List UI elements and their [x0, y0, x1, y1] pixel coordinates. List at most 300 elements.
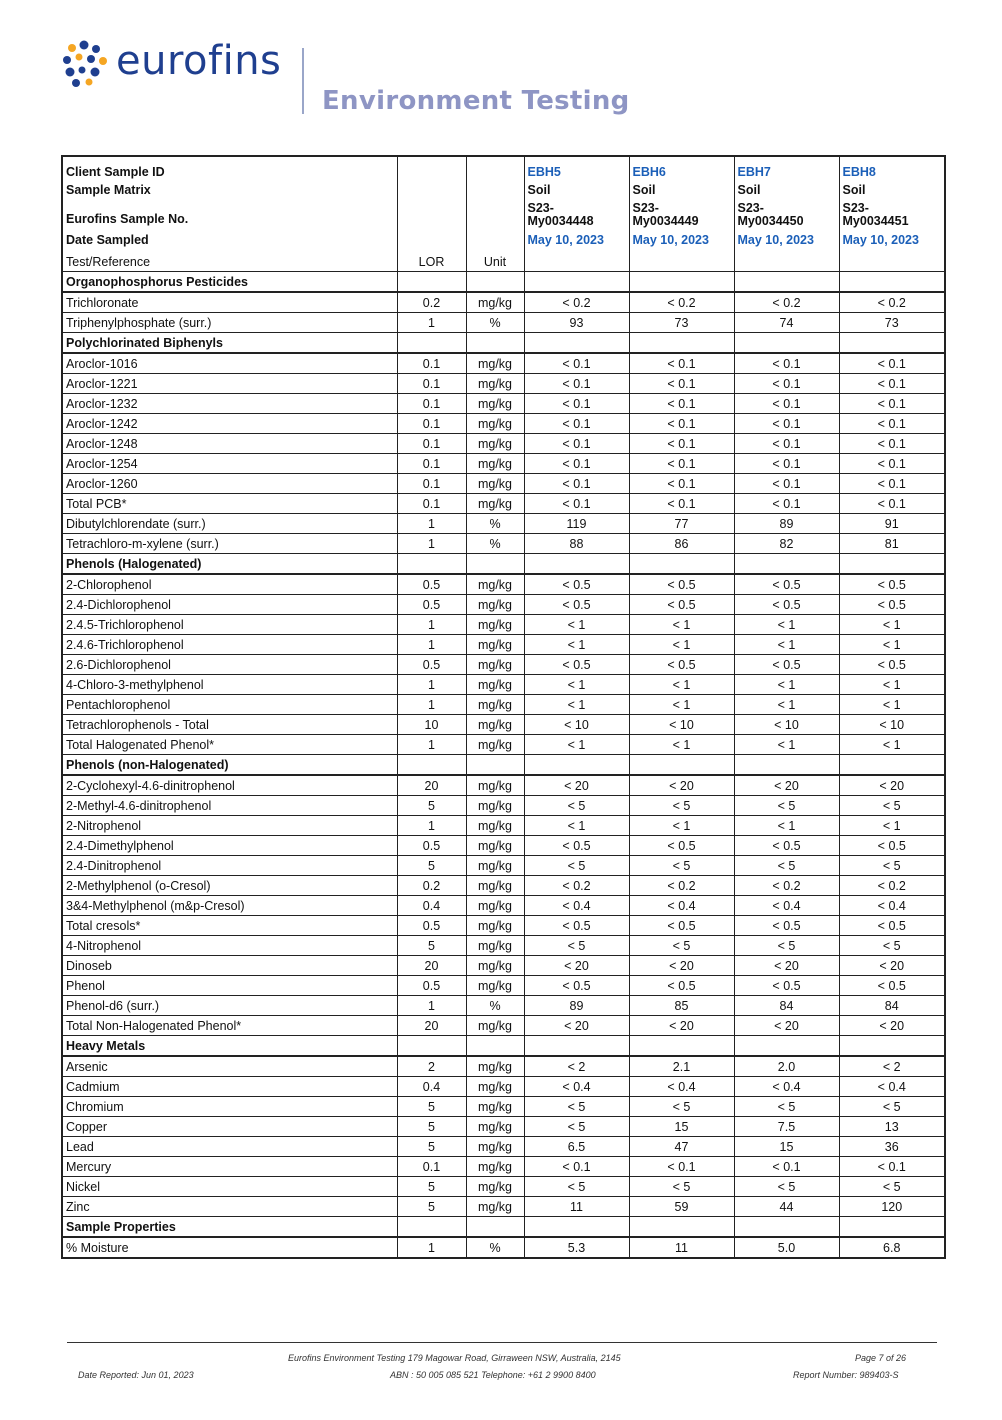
- result-value: < 1: [839, 816, 945, 836]
- analyte-name: Aroclor-1248: [62, 434, 397, 454]
- analyte-name: Dibutylchlorendate (surr.): [62, 514, 397, 534]
- lor-value: 0.5: [397, 595, 466, 615]
- result-value: < 0.1: [839, 374, 945, 394]
- section-blank-cell: [629, 1036, 734, 1057]
- result-value: 59: [629, 1197, 734, 1217]
- unit-value: mg/kg: [466, 976, 524, 996]
- analyte-name: 2.4-Dimethylphenol: [62, 836, 397, 856]
- result-value: < 1: [629, 615, 734, 635]
- unit-value: mg/kg: [466, 1097, 524, 1117]
- result-value: < 0.5: [524, 916, 629, 936]
- results-table: [61, 155, 946, 1259]
- unit-value: mg/kg: [466, 796, 524, 816]
- analyte-name: 3&4-Methylphenol (m&p-Cresol): [62, 896, 397, 916]
- analyte-name: Phenol-d6 (surr.): [62, 996, 397, 1016]
- result-value: 15: [629, 1117, 734, 1137]
- unit-value: mg/kg: [466, 956, 524, 976]
- lor-value: 1: [397, 1237, 466, 1258]
- lor-value: 1: [397, 615, 466, 635]
- result-value: < 0.5: [629, 595, 734, 615]
- unit-value: %: [466, 1237, 524, 1258]
- result-value: < 0.5: [524, 976, 629, 996]
- section-header-row: [62, 1036, 945, 1057]
- unit-value: %: [466, 996, 524, 1016]
- section-blank-cell: [466, 554, 524, 575]
- result-value: < 5: [524, 856, 629, 876]
- analyte-name: 2.4.6-Trichlorophenol: [62, 635, 397, 655]
- analyte-name: Chromium: [62, 1097, 397, 1117]
- table-row: [62, 1237, 945, 1258]
- unit-value: %: [466, 313, 524, 333]
- result-value: < 0.5: [734, 976, 839, 996]
- sample-matrix: Soil: [839, 181, 945, 199]
- unit-value: mg/kg: [466, 635, 524, 655]
- result-value: < 0.2: [629, 876, 734, 896]
- unit-value: mg/kg: [466, 454, 524, 474]
- result-value: < 0.1: [734, 454, 839, 474]
- section-blank-cell: [466, 755, 524, 776]
- result-value: < 0.1: [629, 1157, 734, 1177]
- result-value: < 20: [629, 775, 734, 796]
- unit-value: %: [466, 534, 524, 554]
- result-value: < 10: [839, 715, 945, 735]
- table-row: [62, 615, 945, 635]
- lor-value: 5: [397, 936, 466, 956]
- section-blank-cell: [397, 272, 466, 293]
- unit-value: %: [466, 514, 524, 534]
- result-value: 5.3: [524, 1237, 629, 1258]
- result-value: < 10: [524, 715, 629, 735]
- result-value: < 5: [629, 856, 734, 876]
- section-blank-cell: [397, 1036, 466, 1057]
- result-value: < 1: [734, 675, 839, 695]
- result-value: < 0.1: [629, 374, 734, 394]
- result-value: < 1: [524, 635, 629, 655]
- result-value: < 20: [524, 775, 629, 796]
- result-value: < 10: [734, 715, 839, 735]
- unit-value: mg/kg: [466, 414, 524, 434]
- section-title: Phenols (Halogenated): [62, 554, 397, 575]
- table-row: [62, 675, 945, 695]
- result-value: < 1: [839, 735, 945, 755]
- result-value: < 0.1: [734, 434, 839, 454]
- lor-value: 0.1: [397, 394, 466, 414]
- lor-value: 1: [397, 635, 466, 655]
- lor-value: 1: [397, 816, 466, 836]
- result-value: < 5: [524, 1177, 629, 1197]
- result-value: < 1: [839, 675, 945, 695]
- section-blank-cell: [734, 333, 839, 354]
- unit-value: mg/kg: [466, 655, 524, 675]
- footer-abn: ABN : 50 005 085 521 Telephone: +61 2 9900 8400: [390, 1370, 596, 1380]
- result-value: 7.5: [734, 1117, 839, 1137]
- result-value: 47: [629, 1137, 734, 1157]
- header-row-sample-id: [62, 156, 945, 181]
- result-value: < 0.5: [629, 574, 734, 595]
- lor-value: 5: [397, 1097, 466, 1117]
- result-value: < 0.1: [839, 434, 945, 454]
- unit-value: mg/kg: [466, 1016, 524, 1036]
- result-value: 6.8: [839, 1237, 945, 1258]
- section-header-row: [62, 755, 945, 776]
- result-value: < 0.5: [839, 574, 945, 595]
- result-value: < 5: [839, 796, 945, 816]
- result-value: 6.5: [524, 1137, 629, 1157]
- lor-value: 0.5: [397, 574, 466, 595]
- result-value: < 20: [839, 775, 945, 796]
- column-header-row: [62, 249, 945, 272]
- result-value: < 1: [524, 675, 629, 695]
- result-value: < 5: [839, 1097, 945, 1117]
- section-header-row: [62, 1217, 945, 1238]
- analyte-name: Aroclor-1221: [62, 374, 397, 394]
- result-value: < 0.1: [839, 474, 945, 494]
- lor-value: 5: [397, 796, 466, 816]
- unit-value: mg/kg: [466, 1197, 524, 1217]
- result-value: < 0.1: [734, 374, 839, 394]
- table-row: [62, 996, 945, 1016]
- analyte-name: Phenol: [62, 976, 397, 996]
- result-value: 84: [734, 996, 839, 1016]
- sample-id: EBH8: [839, 156, 945, 181]
- unit-value: mg/kg: [466, 374, 524, 394]
- unit-value: mg/kg: [466, 394, 524, 414]
- result-value: < 1: [734, 695, 839, 715]
- unit-value: mg/kg: [466, 1077, 524, 1097]
- section-blank-cell: [734, 272, 839, 293]
- result-value: 119: [524, 514, 629, 534]
- analyte-name: Arsenic: [62, 1056, 397, 1077]
- result-value: < 2: [839, 1056, 945, 1077]
- section-blank-cell: [839, 333, 945, 354]
- result-value: 73: [839, 313, 945, 333]
- section-header-row: [62, 554, 945, 575]
- analyte-name: Total cresols*: [62, 916, 397, 936]
- result-value: < 20: [839, 956, 945, 976]
- result-value: < 5: [629, 796, 734, 816]
- sample-no-label: Eurofins Sample No.: [62, 199, 397, 228]
- date-sampled: May 10, 2023: [734, 228, 839, 249]
- lor-value: 0.1: [397, 1157, 466, 1177]
- section-blank-cell: [839, 272, 945, 293]
- result-value: < 0.1: [524, 454, 629, 474]
- table-row: [62, 816, 945, 836]
- section-blank-cell: [629, 333, 734, 354]
- result-value: < 0.5: [524, 574, 629, 595]
- result-value: < 0.1: [629, 494, 734, 514]
- lor-value: 5: [397, 1117, 466, 1137]
- unit-value: mg/kg: [466, 615, 524, 635]
- result-value: < 0.1: [524, 374, 629, 394]
- result-value: < 20: [524, 1016, 629, 1036]
- table-row: [62, 1077, 945, 1097]
- analyte-name: Triphenylphosphate (surr.): [62, 313, 397, 333]
- result-value: 88: [524, 534, 629, 554]
- lor-header: LOR: [397, 249, 466, 272]
- unit-value: mg/kg: [466, 434, 524, 454]
- section-blank-cell: [524, 1036, 629, 1057]
- result-value: 13: [839, 1117, 945, 1137]
- table-row: [62, 916, 945, 936]
- brand-name: eurofins: [116, 38, 282, 84]
- table-row: [62, 1016, 945, 1036]
- unit-value: mg/kg: [466, 816, 524, 836]
- analyte-name: Pentachlorophenol: [62, 695, 397, 715]
- result-value: < 5: [524, 936, 629, 956]
- result-value: < 0.5: [839, 976, 945, 996]
- lor-value: 20: [397, 1016, 466, 1036]
- result-value: < 0.1: [524, 353, 629, 374]
- date-sampled: May 10, 2023: [524, 228, 629, 249]
- table-row: [62, 514, 945, 534]
- unit-value: mg/kg: [466, 735, 524, 755]
- table-row: [62, 796, 945, 816]
- section-blank-cell: [839, 1217, 945, 1238]
- analyte-name: 2-Methylphenol (o-Cresol): [62, 876, 397, 896]
- date-sampled-label: Date Sampled: [62, 228, 397, 249]
- section-blank-cell: [524, 333, 629, 354]
- lor-value: 0.1: [397, 474, 466, 494]
- result-value: < 1: [734, 615, 839, 635]
- section-blank-cell: [466, 1036, 524, 1057]
- result-value: < 1: [524, 735, 629, 755]
- result-value: < 5: [839, 1177, 945, 1197]
- lor-blank: [397, 156, 466, 181]
- analyte-name: Aroclor-1260: [62, 474, 397, 494]
- result-value: < 0.5: [734, 574, 839, 595]
- unit-value: mg/kg: [466, 836, 524, 856]
- table-row: [62, 394, 945, 414]
- table-row: [62, 1177, 945, 1197]
- lor-value: 1: [397, 735, 466, 755]
- result-value: < 5: [629, 1097, 734, 1117]
- result-value: < 5: [734, 1097, 839, 1117]
- lor-value: 0.1: [397, 454, 466, 474]
- result-value: < 0.4: [734, 1077, 839, 1097]
- result-value: < 1: [524, 816, 629, 836]
- table-row: [62, 434, 945, 454]
- section-blank-cell: [466, 333, 524, 354]
- result-value: 82: [734, 534, 839, 554]
- lor-value: 1: [397, 675, 466, 695]
- unit-value: mg/kg: [466, 715, 524, 735]
- result-value: < 0.4: [524, 1077, 629, 1097]
- result-value: 84: [839, 996, 945, 1016]
- analyte-name: Zinc: [62, 1197, 397, 1217]
- result-value: 85: [629, 996, 734, 1016]
- table-row: [62, 1097, 945, 1117]
- table-row: [62, 1157, 945, 1177]
- page-number: Page 7 of 26: [855, 1353, 907, 1363]
- unit-value: mg/kg: [466, 574, 524, 595]
- section-blank-cell: [397, 755, 466, 776]
- table-row: [62, 1056, 945, 1077]
- table-row: [62, 856, 945, 876]
- result-value: < 5: [524, 796, 629, 816]
- footer-rule: [67, 1342, 937, 1343]
- result-value: < 0.5: [629, 916, 734, 936]
- result-value: 2.0: [734, 1056, 839, 1077]
- result-value: < 1: [629, 695, 734, 715]
- sample-matrix: Soil: [629, 181, 734, 199]
- result-value: < 0.1: [524, 1157, 629, 1177]
- analyte-name: Trichloronate: [62, 292, 397, 313]
- analyte-name: Tetrachloro-m-xylene (surr.): [62, 534, 397, 554]
- lor-value: 0.2: [397, 292, 466, 313]
- result-value: < 5: [734, 856, 839, 876]
- result-value: < 20: [629, 1016, 734, 1036]
- result-value: 36: [839, 1137, 945, 1157]
- footer-address: Eurofins Environment Testing 179 Magowar Road, Girraween NSW, Australia, 2145: [288, 1353, 621, 1363]
- analyte-name: Total Halogenated Phenol*: [62, 735, 397, 755]
- unit-value: mg/kg: [466, 1137, 524, 1157]
- lor-value: 5: [397, 1197, 466, 1217]
- lor-value: 0.1: [397, 374, 466, 394]
- result-value: < 0.5: [524, 655, 629, 675]
- result-value: < 1: [629, 675, 734, 695]
- result-value: < 0.4: [839, 1077, 945, 1097]
- result-value: < 20: [629, 956, 734, 976]
- analyte-name: 2.4-Dichlorophenol: [62, 595, 397, 615]
- analyte-name: Total PCB*: [62, 494, 397, 514]
- lor-value: 0.5: [397, 976, 466, 996]
- result-value: < 0.5: [629, 976, 734, 996]
- result-value: < 0.5: [629, 836, 734, 856]
- section-blank-cell: [734, 755, 839, 776]
- result-value: < 0.1: [734, 474, 839, 494]
- section-blank-cell: [524, 554, 629, 575]
- header-divider: [302, 48, 304, 114]
- analyte-name: Nickel: [62, 1177, 397, 1197]
- section-blank-cell: [629, 272, 734, 293]
- result-value: < 1: [629, 635, 734, 655]
- result-value: < 0.1: [839, 414, 945, 434]
- result-value: < 0.1: [629, 434, 734, 454]
- section-blank-cell: [734, 554, 839, 575]
- sample-id: EBH6: [629, 156, 734, 181]
- analyte-name: Copper: [62, 1117, 397, 1137]
- section-title: Phenols (non-Halogenated): [62, 755, 397, 776]
- table-row: [62, 936, 945, 956]
- result-value: < 0.1: [524, 394, 629, 414]
- table-row: [62, 735, 945, 755]
- analyte-name: Mercury: [62, 1157, 397, 1177]
- test-reference-header: Test/Reference: [62, 249, 397, 272]
- result-value: 77: [629, 514, 734, 534]
- result-value: < 0.5: [839, 655, 945, 675]
- lor-value: 1: [397, 695, 466, 715]
- section-blank-cell: [524, 755, 629, 776]
- result-value: 91: [839, 514, 945, 534]
- result-value: < 0.4: [629, 896, 734, 916]
- table-row: [62, 635, 945, 655]
- result-value: < 5: [524, 1097, 629, 1117]
- result-value: < 5: [839, 936, 945, 956]
- lor-value: 0.5: [397, 836, 466, 856]
- lor-value: 2: [397, 1056, 466, 1077]
- result-value: < 0.5: [629, 655, 734, 675]
- unit-value: mg/kg: [466, 695, 524, 715]
- result-value: < 20: [524, 956, 629, 976]
- result-value: 5.0: [734, 1237, 839, 1258]
- result-value: < 0.1: [734, 414, 839, 434]
- table-row: [62, 574, 945, 595]
- lor-value: 1: [397, 996, 466, 1016]
- section-header-row: [62, 272, 945, 293]
- unit-value: mg/kg: [466, 876, 524, 896]
- section-blank-cell: [397, 554, 466, 575]
- section-blank-cell: [466, 1217, 524, 1238]
- unit-value: mg/kg: [466, 292, 524, 313]
- result-value: < 0.1: [839, 494, 945, 514]
- sample-matrix: Soil: [734, 181, 839, 199]
- table-row: [62, 292, 945, 313]
- unit-value: mg/kg: [466, 353, 524, 374]
- table-row: [62, 896, 945, 916]
- result-value: 120: [839, 1197, 945, 1217]
- unit-value: mg/kg: [466, 1177, 524, 1197]
- lor-value: 0.1: [397, 353, 466, 374]
- table-row: [62, 655, 945, 675]
- result-value: < 1: [839, 695, 945, 715]
- result-value: < 0.2: [734, 876, 839, 896]
- analyte-name: Aroclor-1254: [62, 454, 397, 474]
- result-value: < 0.5: [524, 595, 629, 615]
- result-value: < 0.2: [524, 292, 629, 313]
- result-value: < 1: [524, 695, 629, 715]
- result-value: < 0.1: [524, 414, 629, 434]
- result-value: < 1: [839, 615, 945, 635]
- unit-value: mg/kg: [466, 494, 524, 514]
- analyte-name: 2-Methyl-4.6-dinitrophenol: [62, 796, 397, 816]
- analyte-name: 2-Nitrophenol: [62, 816, 397, 836]
- section-title: Heavy Metals: [62, 1036, 397, 1057]
- analyte-name: Aroclor-1016: [62, 353, 397, 374]
- analyte-name: 4-Chloro-3-methylphenol: [62, 675, 397, 695]
- result-value: 81: [839, 534, 945, 554]
- unit-value: mg/kg: [466, 856, 524, 876]
- table-row: [62, 976, 945, 996]
- result-value: < 0.5: [524, 836, 629, 856]
- result-value: < 0.5: [839, 916, 945, 936]
- result-value: 73: [629, 313, 734, 333]
- result-value: < 0.1: [524, 494, 629, 514]
- result-value: < 0.5: [734, 655, 839, 675]
- unit-value: mg/kg: [466, 775, 524, 796]
- unit-value: mg/kg: [466, 675, 524, 695]
- header-row-date: [62, 228, 945, 249]
- section-blank-cell: [466, 272, 524, 293]
- analyte-name: Dinoseb: [62, 956, 397, 976]
- result-value: < 5: [839, 856, 945, 876]
- analyte-name: 2.4-Dinitrophenol: [62, 856, 397, 876]
- analyte-name: Aroclor-1232: [62, 394, 397, 414]
- result-value: < 20: [734, 1016, 839, 1036]
- sample-matrix: Soil: [524, 181, 629, 199]
- section-blank-cell: [629, 1217, 734, 1238]
- lor-value: 1: [397, 514, 466, 534]
- table-row: [62, 534, 945, 554]
- table-row: [62, 836, 945, 856]
- analyte-name: Aroclor-1242: [62, 414, 397, 434]
- analyte-name: 2-Cyclohexyl-4.6-dinitrophenol: [62, 775, 397, 796]
- result-value: < 1: [734, 816, 839, 836]
- environment-testing-title: Environment Testing: [322, 86, 630, 116]
- result-value: < 5: [734, 936, 839, 956]
- result-value: < 2: [524, 1056, 629, 1077]
- result-value: < 0.1: [734, 494, 839, 514]
- result-value: < 10: [629, 715, 734, 735]
